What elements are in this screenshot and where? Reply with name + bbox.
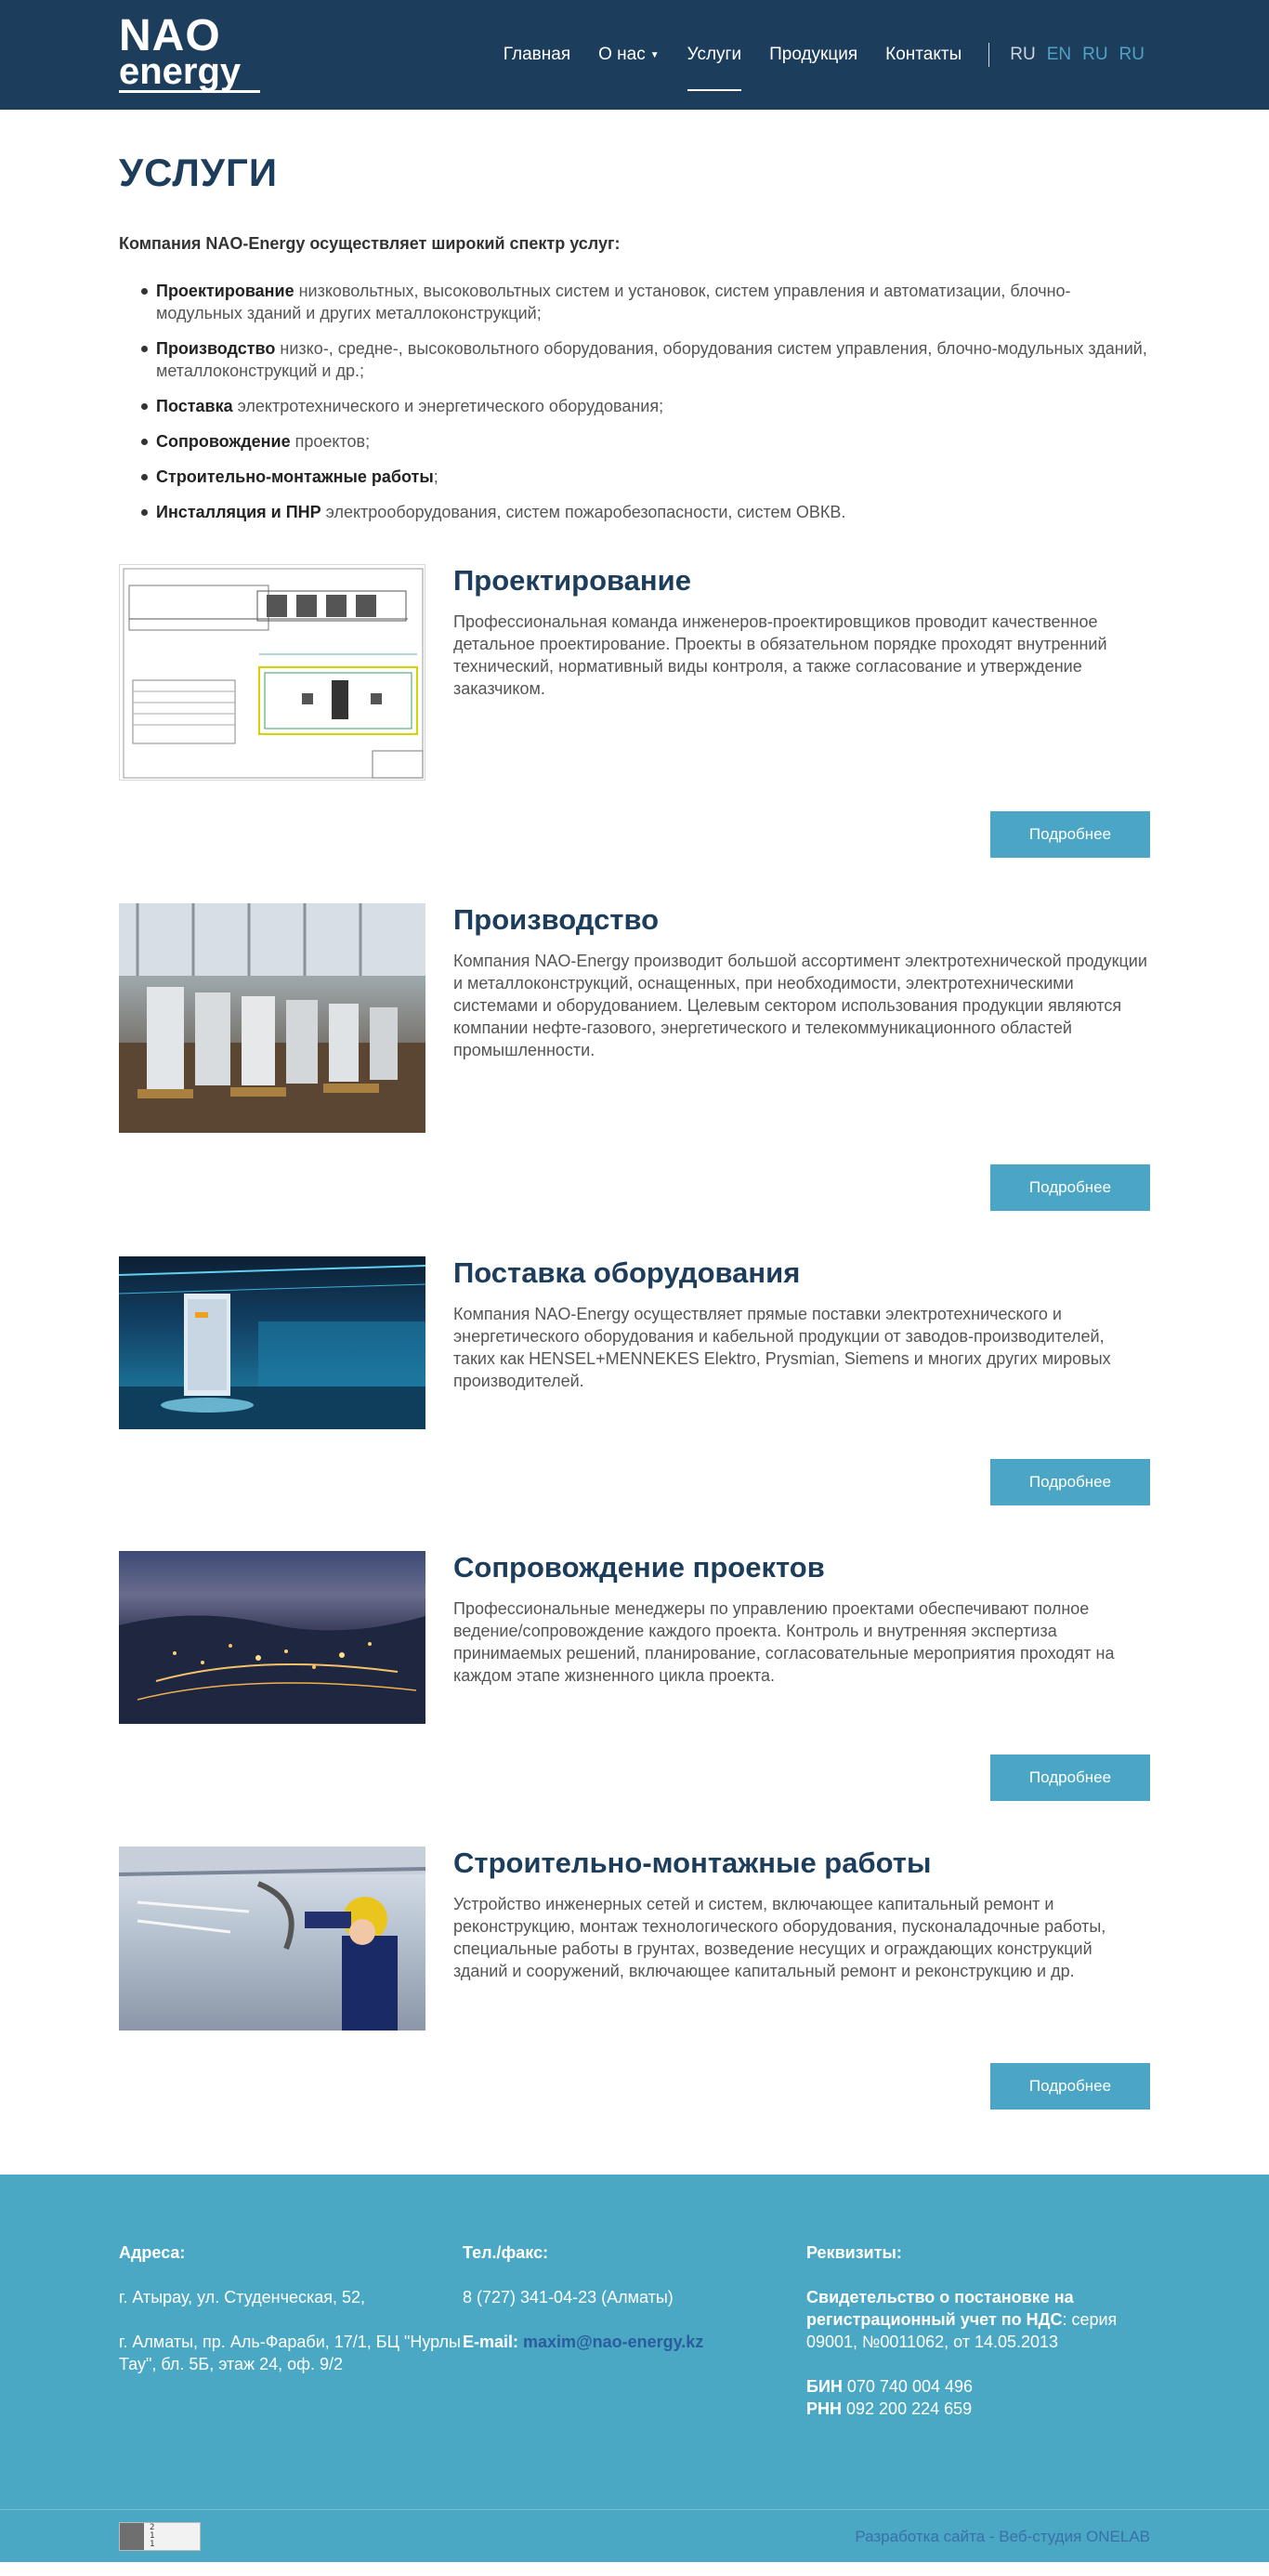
logo-top-text: NAO — [119, 10, 221, 60]
service-description: Устройство инженерных сетей и систем, включающее капитальный ремонт и реконструкцию, монтаж технологического оборудования, пусконаладочные работы, специальные работы в грунтах, возведение несущих и ограждающих конструкций зданий и сооружений, включающее капитальный ремонт и реконструкцию и др. — [453, 1895, 1106, 1980]
service-description: Компания NAO-Energy осуществляет прямые поставки электротехнического и энергетического оборудования и кабельной продукции от заводов-производителей, таких как HENSEL+MENNEKES Elektro, Prysmian, Siemens и многих других мировых производителей. — [453, 1305, 1111, 1390]
list-item-bold: Строительно-монтажные работы — [156, 467, 434, 486]
list-item — [141, 466, 1150, 488]
footer-vat-cert-text: : серия 09001, №0011062, от 14.05.2013 — [806, 2310, 1118, 2351]
more-button[interactable]: Подробнее — [990, 2063, 1150, 2109]
list-item-bold: Сопровождение — [156, 432, 291, 451]
counter-value: 2 — [150, 2523, 155, 2532]
lang-ru-current[interactable]: RU — [1010, 45, 1036, 64]
footer-email-row — [463, 2331, 806, 2353]
footer-contacts — [463, 2241, 806, 2420]
service-body — [453, 1551, 1150, 1847]
footer-bin-value: 070 740 004 496 — [842, 2377, 974, 2396]
list-item-text: проектов; — [290, 432, 371, 451]
night-city-image — [119, 1551, 425, 1724]
more-button[interactable]: Подробнее — [990, 1755, 1150, 1801]
list-item — [141, 280, 1150, 324]
nav-divider — [988, 43, 989, 67]
list-item-text: электрооборудования, систем пожаробезопасности, систем ОВКВ. — [321, 503, 846, 521]
caret-down-icon: ▼ — [649, 49, 660, 60]
service-production — [119, 903, 1150, 1256]
counter-value: 1 — [150, 2540, 155, 2549]
footer-rnn-value: 092 200 224 659 — [842, 2399, 973, 2418]
list-item-bold: Проектирование — [156, 282, 294, 300]
more-button[interactable]: Подробнее — [990, 1164, 1150, 1211]
footer-phone-title: Тел./факс: — [463, 2243, 549, 2262]
list-item-text: ; — [433, 467, 438, 486]
footer-address-atyrau: г. Атырау, ул. Студенческая, 52, — [119, 2288, 366, 2307]
nav-item-home[interactable]: Главная — [503, 45, 571, 64]
service-design — [119, 564, 1150, 903]
site-logo[interactable] — [119, 10, 260, 93]
construction-worker-image — [119, 1847, 425, 2031]
page-title: УСЛУГИ — [119, 151, 279, 194]
nav-item-products[interactable]: Продукция — [769, 45, 858, 64]
drawing-image-art — [120, 565, 425, 781]
supply-image-art — [119, 1256, 425, 1429]
factory-image — [119, 903, 425, 1133]
footer-bin-row — [806, 2375, 1150, 2398]
list-item-text: электротехнического и энергетического оборудования; — [232, 397, 664, 415]
list-item-bold: Производство — [156, 339, 276, 358]
more-button[interactable]: Подробнее — [990, 1459, 1150, 1505]
list-item-text: низко-, средне-, высоковольтного оборудования, оборудования систем управления, блочно-модульных зданий, металлоконструкций и др.; — [156, 339, 1147, 380]
site-footer — [0, 2175, 1269, 2562]
footer-email-label: E-mail: — [463, 2333, 519, 2351]
service-title: Поставка оборудования — [453, 1256, 801, 1289]
service-description: Профессиональная команда инженеров-проектировщиков проводит качественное детальное проектирование. Проекты в обязательном порядке проходят внутренний технический, нормативный виды контроля, а также согласование и утверждение заказчиком. — [453, 612, 1107, 698]
lang-ru-3[interactable]: RU — [1119, 45, 1145, 64]
list-item-bold: Поставка — [156, 397, 233, 415]
footer-addresses-title: Адреса: — [119, 2243, 186, 2262]
footer-address-almaty: г. Алматы, пр. Аль-Фараби, 17/1, БЦ "Нурлы Тау", бл. 5Б, этаж 24, оф. 9/2 — [119, 2333, 461, 2373]
service-supply — [119, 1256, 1150, 1551]
service-title: Проектирование — [453, 564, 691, 597]
service-project-support — [119, 1551, 1150, 1847]
list-item — [141, 337, 1150, 382]
footer-requisites — [806, 2241, 1150, 2420]
list-item — [141, 501, 1150, 523]
nav-item-services[interactable]: Услуги — [687, 0, 741, 110]
lang-ru-2[interactable]: RU — [1082, 45, 1108, 64]
main-content — [0, 110, 1269, 2175]
service-body — [453, 1256, 1150, 1551]
list-item — [141, 395, 1150, 417]
footer-requisites-title: Реквизиты: — [806, 2243, 902, 2262]
list-item-bold: Инсталляция и ПНР — [156, 503, 321, 521]
supply-equipment-image — [119, 1256, 425, 1429]
service-construction — [119, 1847, 1150, 2109]
list-item-text: низковольтных, высоковольтных систем и установок, систем управления и автоматизации, блочно-модульных зданий и других металлоконструкций; — [156, 282, 1071, 322]
footer-vat-cert-label: Свидетельство о постановке на регистрационный учет по НДС — [806, 2288, 1074, 2329]
footer-phone: 8 (727) 341-04-23 (Алматы) — [463, 2288, 674, 2307]
lang-en[interactable]: EN — [1046, 45, 1072, 64]
site-header — [0, 0, 1269, 110]
footer-addresses — [119, 2241, 463, 2420]
footer-vat-cert — [806, 2286, 1150, 2353]
services-bullet-list — [141, 280, 1150, 523]
footer-bottom-bar — [0, 2509, 1269, 2562]
main-nav — [490, 0, 1150, 110]
more-button[interactable]: Подробнее — [990, 811, 1150, 858]
visit-counter-badge[interactable] — [119, 2522, 201, 2551]
design-drawing-image — [119, 564, 425, 781]
counter-logo-icon — [120, 2523, 144, 2550]
nav-item-about-label: О нас — [598, 45, 646, 64]
service-description: Профессиональные менеджеры по управлению проектами обеспечивают полное ведение/сопровождение каждого проекта. Контроль и внутренняя экспертиза принимаемых решений, планирование, согласовательные мероприятия проходят на каждом этапе жизненного цикла проекта. — [453, 1599, 1115, 1685]
counter-value: 1 — [150, 2531, 155, 2541]
footer-rnn-label: РНН — [806, 2399, 843, 2418]
services-intro: Компания NAO-Energy осуществляет широкий спектр услуг: — [119, 234, 621, 253]
service-title: Строительно-монтажные работы — [453, 1847, 932, 1879]
list-item — [141, 430, 1150, 453]
nav-item-contacts[interactable]: Контакты — [885, 45, 962, 64]
developer-credit-link[interactable]: Разработка сайта - Веб-студия ONELAB — [855, 2527, 1150, 2545]
service-title: Сопровождение проектов — [453, 1551, 825, 1584]
worker-image-art — [119, 1847, 425, 2031]
counter-values — [144, 2524, 200, 2549]
footer-rnn-row — [806, 2398, 1150, 2420]
logo-bottom-text: energy — [119, 55, 260, 93]
factory-image-art — [119, 903, 425, 1133]
footer-email-link[interactable]: maxim@nao-energy.kz — [523, 2333, 704, 2351]
service-description: Компания NAO-Energy производит большой ассортимент электротехнической продукции и металлоконструкций, оснащенных, при необходимости, электротехническими системами и оборудованием. Целевым сектором использования продукции являются компании нефте-газового, энергетического и телекоммуникационного областей промышленности. — [453, 952, 1147, 1059]
service-title: Производство — [453, 903, 660, 936]
footer-bin-label: БИН — [806, 2377, 843, 2396]
night-city-image-art — [119, 1551, 425, 1724]
nav-item-about[interactable] — [598, 0, 660, 110]
